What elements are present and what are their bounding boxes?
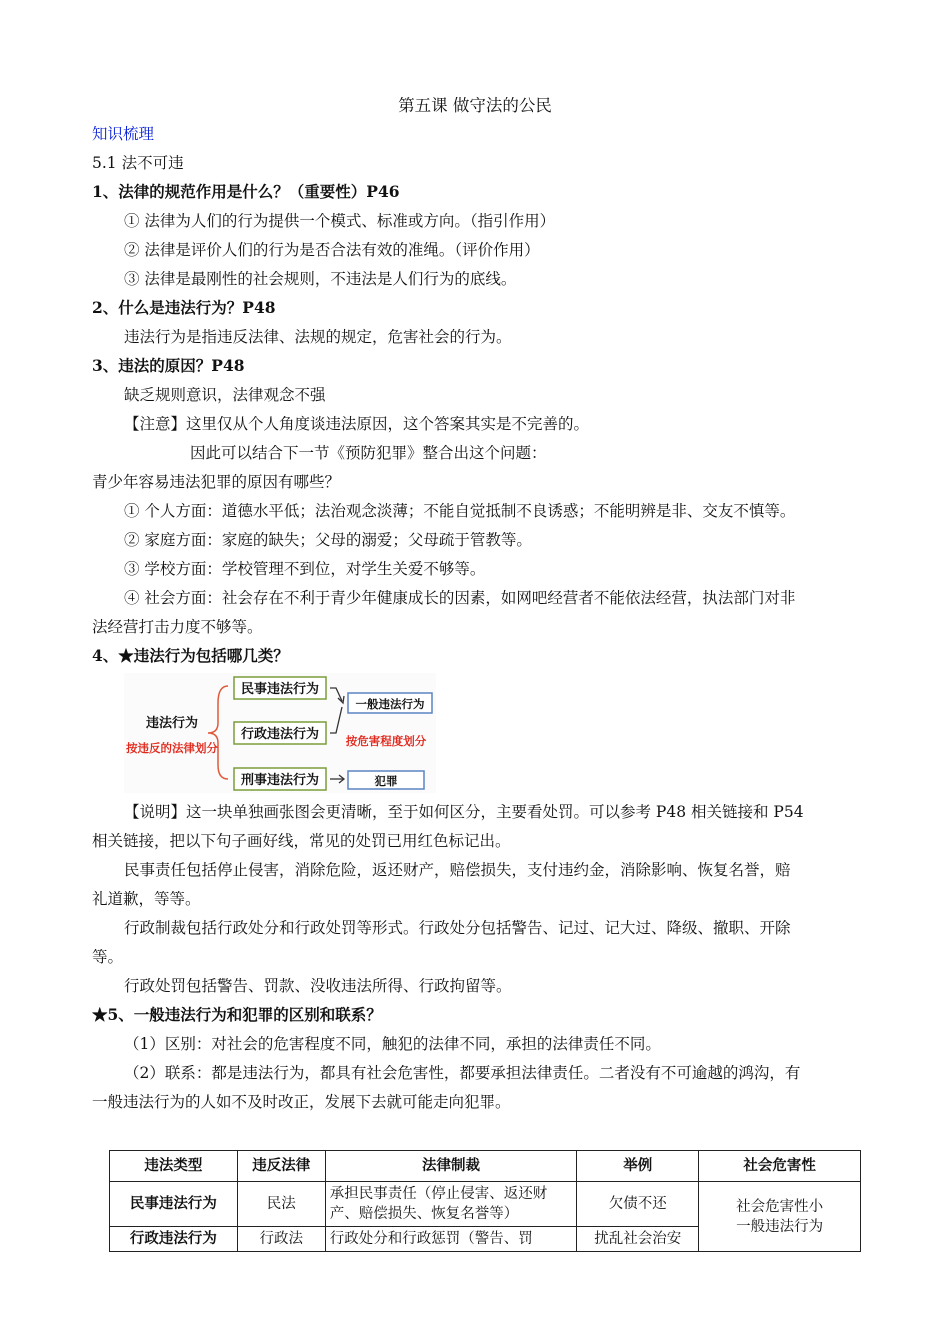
reason-school: ③ 学校方面：学校管理不到位，对学生关爱不够等。 — [124, 560, 486, 578]
answer-2: 违法行为是指违反法律、法规的规定，危害社会的行为。 — [124, 328, 512, 346]
table-cell-law: 行政法 — [237, 1227, 325, 1252]
answer-1-1: ① 法律为人们的行为提供一个模式、标准或方向。（指引作用） — [124, 212, 556, 230]
note-3-continued: 因此可以结合下一节《预防犯罪》整合出这个问题： — [190, 444, 547, 462]
note-3: 【注意】这里仅从个人角度谈违法原因，这个答案其实是不完善的。 — [124, 415, 590, 433]
page-title: 第五课 做守法的公民 — [398, 96, 552, 115]
diagram-crime: 犯罪 — [374, 774, 398, 788]
connection-continued: 一般违法行为的人如不及时改正，发展下去就可能走向犯罪。 — [92, 1093, 511, 1111]
diagram-civil: 民事违法行为 — [240, 682, 320, 697]
civil-liability: 民事责任包括停止侵害，消除危险，返还财产，赔偿损失，支付违约金，消除影响、恢复名誉，赔 — [124, 861, 791, 879]
reason-society-continued: 法经营打击力度不够等。 — [92, 618, 263, 636]
table-cell-sanction: 行政处分和行政惩罚（警告、罚 — [325, 1227, 577, 1252]
question-1: 1、法律的规范作用是什么？（重要性）P46 — [92, 182, 400, 201]
explain-4-continued: 相关链接，把以下句子画好线，常见的处罚已用红色标记出。 — [92, 832, 511, 850]
table-header: 法律制裁 — [325, 1151, 577, 1182]
explain-4: 【说明】这一块单独画张图会更清晰，至于如何区分，主要看处罚。可以参考 P48 相关链接和 P54 — [124, 803, 804, 821]
answer-1-3: ③ 法律是最刚性的社会规则，不违法是人们行为的底线。 — [124, 270, 517, 288]
harm-category: 一般违法行为 — [736, 1218, 824, 1235]
answer-1-2: ② 法律是评价人们的行为是否合法有效的准绳。（评价作用） — [124, 241, 540, 259]
diagram-root-note: 按违反的法律划分 — [126, 741, 218, 755]
diagram-general: 一般违法行为 — [355, 697, 425, 711]
question-5: ★5、一般违法行为和犯罪的区别和联系？ — [92, 1005, 382, 1024]
question-4: 4、★违法行为包括哪几类？ — [92, 646, 289, 665]
violation-comparison-table — [109, 1150, 861, 1252]
table-cell-type: 民事违法行为 — [110, 1182, 238, 1227]
table-header: 举例 — [577, 1151, 699, 1182]
admin-sanction-continued: 等。 — [92, 948, 124, 966]
diagram-criminal: 刑事违法行为 — [240, 773, 320, 788]
table-cell-law: 民法 — [237, 1182, 325, 1227]
table-header: 违反法律 — [237, 1151, 325, 1182]
table-cell-type: 行政违法行为 — [110, 1227, 238, 1252]
table-cell-harm — [699, 1182, 861, 1252]
answer-3: 缺乏规则意识，法律观念不强 — [124, 386, 326, 404]
civil-liability-continued: 礼道歉，等等。 — [92, 890, 201, 908]
table-header: 社会危害性 — [699, 1151, 861, 1182]
reason-society: ④ 社会方面：社会存在不利于青少年健康成长的因素，如网吧经营者不能依法经营，执法部门对非 — [124, 589, 796, 607]
diagram-admin: 行政违法行为 — [240, 727, 320, 742]
table-cell-example: 欠债不还 — [577, 1182, 699, 1227]
table-cell-sanction: 承担民事责任（停止侵害、返还财产、赔偿损失、恢复名誉等） — [325, 1182, 577, 1227]
diagram-root: 违法行为 — [145, 716, 199, 731]
reason-family: ② 家庭方面：家庭的缺失；父母的溺爱；父母疏于管教等。 — [124, 531, 532, 549]
diagram-degree-note: 按危害程度划分 — [345, 734, 427, 748]
table-header: 违法类型 — [110, 1151, 238, 1182]
table-header-row — [110, 1151, 861, 1182]
section-heading: 知识梳理 — [92, 125, 155, 143]
sub-heading: 5.1 法不可违 — [92, 154, 184, 172]
difference: （1）区别：对社会的危害程度不同，触犯的法律不同，承担的法律责任不同。 — [124, 1035, 661, 1053]
question-2: 2、什么是违法行为？P48 — [92, 298, 276, 317]
table-cell-example: 扰乱社会治安 — [577, 1227, 699, 1252]
question-3: 3、违法的原因？P48 — [92, 356, 245, 375]
admin-sanction: 行政制裁包括行政处分和行政处罚等形式。行政处分包括警告、记过、记大过、降级、撤职、开除 — [124, 919, 791, 937]
violation-classification-diagram — [124, 673, 436, 793]
reason-personal: ① 个人方面：道德水平低；法治观念淡薄；不能自觉抵制不良诱惑；不能明辨是非、交友不慎等。 — [124, 502, 796, 520]
youth-question: 青少年容易违法犯罪的原因有哪些？ — [92, 473, 341, 491]
harm-level: 社会危害性小 — [736, 1198, 824, 1215]
admin-penalty: 行政处罚包括警告、罚款、没收违法所得、行政拘留等。 — [124, 977, 512, 995]
connection: （2）联系：都是违法行为，都具有社会危害性，都要承担法律责任。二者没有不可逾越的鸿沟，有 — [124, 1064, 801, 1082]
table-row — [110, 1182, 861, 1227]
